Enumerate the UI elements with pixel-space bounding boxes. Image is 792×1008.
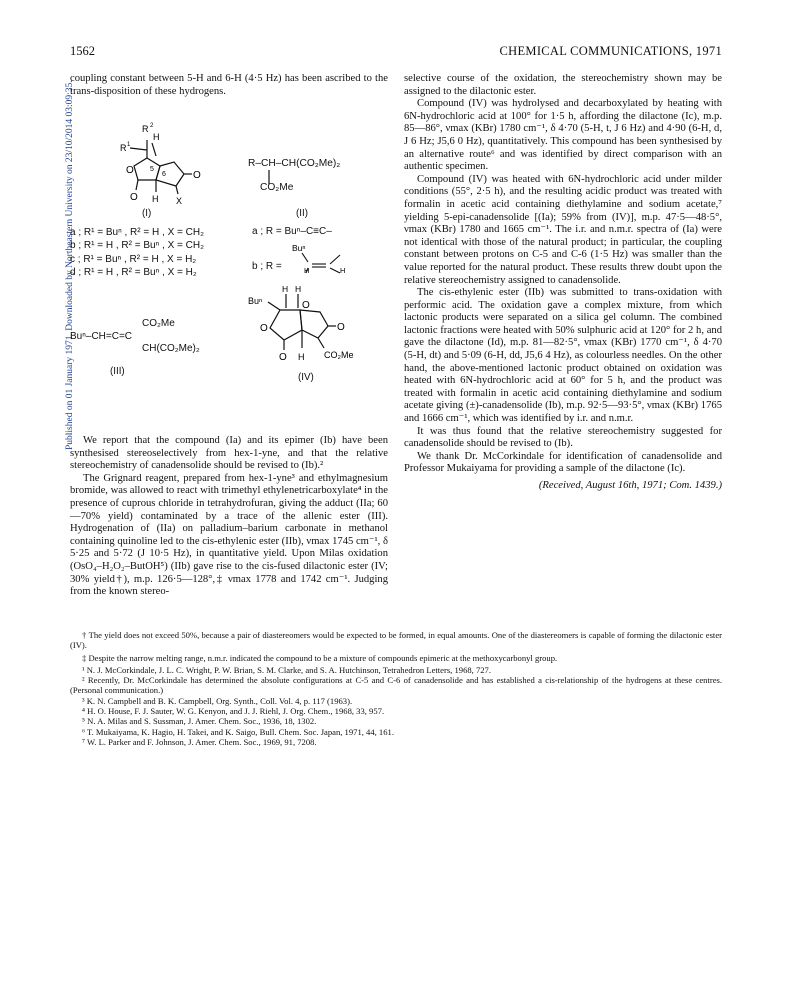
right-paragraph-2: Compound (IV) was hydrolysed and decarboxylated by heating with 6N-hydrochloric acid at 100° for 1·5 h, affording the dilactone (Ic), m.p. 85—86°, νmax (KBr) 1780 cm⁻¹, δ 4·70 (5-H, t, J 6 Hz) and 4·90 (6-H, d, J 6 Hz; J5,6 0 Hz), quantitatively. This compound has been synthesised by an alternative route⁶ and was identified by direct comparison with an authentic specimen.	[404, 98, 722, 173]
svg-text:6: 6	[162, 171, 166, 178]
svg-text:H: H	[340, 266, 346, 274]
left-intro-text: coupling constant between 5-H and 6-H (4·5 Hz) has been ascribed to the trans-disposition of these hydrogens.	[70, 73, 388, 97]
def-Ic: c ; R¹ = Buⁿ , R² = H , X = H₂	[70, 253, 197, 265]
svg-text:O: O	[130, 192, 138, 203]
svg-text:O: O	[193, 170, 201, 181]
structure-I-definitions	[70, 226, 204, 280]
journal-header: CHEMICAL COMMUNICATIONS, 1971	[499, 44, 722, 58]
reference-4: ⁴ H. O. House, F. J. Sauter, W. G. Kenyon, and J. J. Riehl, J. Org. Chem., 1968, 33, 957.	[82, 706, 385, 717]
svg-text:H: H	[282, 284, 289, 294]
svg-text:CO₂Me: CO₂Me	[324, 350, 354, 360]
footnotes	[70, 630, 722, 747]
svg-text:R: R	[142, 124, 149, 134]
svg-text:H: H	[153, 132, 160, 142]
footnote-dagger: † The yield does not exceed 50%, because a pair of diastereomers would be expected to be formed, in equal amounts. One of the diastereomers is capable of forming the dilactonic ester (IV).	[70, 630, 722, 651]
def-Ib: b ; R¹ = H , R² = Buⁿ , X = CH₂	[70, 240, 204, 252]
svg-text:2: 2	[150, 123, 154, 129]
structure-III-malonate: CH(CO₂Me)₂	[142, 343, 200, 354]
download-watermark: Published on 01 January 1971. Downloaded by Northeastern University on 23/10/2014 03:09:35.	[65, 80, 75, 450]
structure-II-ester: CO₂Me	[260, 182, 294, 193]
structures-figure	[70, 118, 388, 408]
reference-list	[70, 665, 722, 747]
structure-I-label: (I)	[142, 208, 152, 219]
structure-IV-label: (IV)	[298, 372, 314, 383]
page-number: 1562	[70, 44, 95, 58]
right-paragraph-6: We thank Dr. McCorkindale for identification of canadensolide and Professor Mukaiyama for providing a sample of the dilactone (Ic).	[404, 450, 722, 475]
svg-text:H: H	[152, 194, 159, 204]
structure-I-drawing	[100, 118, 220, 213]
left-body	[70, 435, 388, 599]
right-body	[404, 73, 722, 493]
right-paragraph-4: The cis-ethylenic ester (IIb) was submitted to trans-oxidation with performic acid. The oxidation gave a complex mixture, from which lactonic products were separated on a silica gel column. The combined lactonic fractions were heated with 50% sulphuric acid at 120° for 2 h, and gave the dilactone (Id), m.p. 81—82·5°, νmax (KBr) 1770 cm⁻¹, δ 4·70 (5-H, dt) and 5·09 (6-H, dd, J5,6 4 Hz), as colourless needles. On the other hand, the above-mentioned lactonic product obtained on oxidation was heated with 6N-hydrochloric acid at 60° for 5 h, and the product was treated with formalin in acetic acid containing diethylamine and sodium acetate giving (±)-canadensolide (Ib), m.p. 92·5—93·5°, νmax (KBr) 1765 and 1666 cm⁻¹, which was identified by i.r. and n.m.r.	[404, 287, 722, 425]
svg-text:H: H	[298, 352, 305, 362]
svg-text:H: H	[304, 266, 310, 274]
svg-text:5: 5	[150, 166, 154, 173]
reference-7: ⁷ W. L. Parker and F. Johnson, J. Amer. Chem. Soc., 1969, 91, 7208.	[82, 736, 317, 747]
def-IIa: a ; R = Buⁿ–C≡C–	[252, 226, 332, 237]
svg-text:O: O	[260, 323, 268, 334]
svg-text:O: O	[126, 165, 134, 176]
right-paragraph-1: selective course of the oxidation, the stereochemistry shown may be assigned to the dilactonic ester.	[404, 73, 722, 97]
svg-text:Buⁿ: Buⁿ	[248, 296, 263, 306]
def-Ia: a ; R¹ = Buⁿ , R² = H , X = CH₂	[70, 227, 204, 238]
reference-5: ⁵ N. A. Milas and S. Sussman, J. Amer. Chem. Soc., 1936, 18, 1302.	[82, 716, 317, 727]
reference-3: ³ K. N. Campbell and B. K. Campbell, Org. Synth., Coll. Vol. 4, p. 117 (1963).	[82, 695, 353, 706]
reference-1: ¹ N. J. McCorkindale, J. L. C. Wright, P. W. Brian, S. M. Clarke, and S. A. Hutchinson, Tetrahedron Letters, 1968, 727.	[82, 664, 492, 675]
structure-III-ester: CO₂Me	[142, 318, 175, 329]
svg-text:H: H	[295, 284, 302, 294]
svg-text:Buⁿ: Buⁿ	[292, 243, 306, 253]
cis-alkene-drawing	[290, 242, 350, 274]
left-paragraph-1: We report that the compound (Ia) and its epimer (Ib) have been synthesised stereoselectively from hex-1-yne, and that the relative stereochemistry of canadensolide should be revised to (Ib).²	[70, 435, 388, 472]
received-line: (Received, August 16th, 1971; Com. 1439.)	[538, 480, 722, 491]
structure-II-label: (II)	[296, 208, 308, 219]
reference-2: ² Recently, Dr. McCorkindale has determined the absolute configurations at C-5 and C-6 of canadensolide and has established a cis-relationship of the hydrogens at these centres. (Personal communication.)	[70, 675, 722, 696]
svg-text:O: O	[337, 322, 345, 333]
left-paragraph-2: The Grignard reagent, prepared from hex-1-yne³ and ethylmagnesium bromide, was allowed to react with trimethyl ethylenetricarboxylate⁴ in the presence of cuprous chloride in tetrahydrofuran, giving the adduct (IIa; 60—70% yield) contaminated by a trace of the allenic ester (III). Hydrogenation of (IIa) on palladium–barium carbonate in methanol containing quinoline led to the cis-ethylenic ester (IIb), νmax 1745 cm⁻¹, δ 5·25 and 5·72 (J 10·5 Hz), in quantitative yield. Upon Milas oxidation (OsO₄–H₂O₂–ButOH⁵) (IIb) gave rise to the cis-fused dilactonic ester (IV; 30% yield†), m.p. 126·5—128°,‡ νmax 1778 and 1742 cm⁻¹. Judging from the known stereo-	[70, 472, 388, 598]
svg-text:O: O	[279, 352, 287, 363]
def-IIb: b ; R =	[252, 261, 282, 272]
structure-III-label: (III)	[110, 366, 125, 377]
right-paragraph-3: Compound (IV) was heated with 6N-hydrochloric acid under milder conditions (55°, 2·5 h), and the resulting acidic product was treated with formalin in acetic acid containing diethylamine and sodium acetate,⁷ yielding 5-epi-canadensolide [(Ia); 59% from (IV)], m.p. 47·5—48·5°, νmax (KBr) 1780 and 1665 cm⁻¹. The i.r. and n.m.r. spectra of (Ia) were not identical with those of the natural product; in particular, the coupling constant between protons on C-5 and C-6 (1·5 Hz) was smaller than the value reported for the natural product. These results threw doubt upon the relative stereochemistry assigned to canadensolide.	[404, 173, 722, 286]
structure-IV-drawing	[240, 280, 380, 370]
svg-text:1: 1	[127, 142, 131, 148]
footnote-double-dagger: ‡ Despite the narrow melting range, n.m.r. indicated the compound to be a mixture of compounds epimeric at the methoxycarbonyl group.	[82, 652, 558, 663]
svg-text:R: R	[120, 143, 127, 153]
structure-III-formula: Buⁿ–CH=C=C	[70, 331, 133, 342]
svg-text:O: O	[302, 300, 310, 311]
def-Id: d ; R¹ = H , R² = Buⁿ , X = H₂	[70, 267, 197, 279]
reference-6: ⁶ T. Mukaiyama, K. Hagio, H. Takei, and K. Saigo, Bull. Chem. Soc. Japan, 1971, 44, 161.	[82, 726, 394, 737]
svg-text:X: X	[176, 196, 183, 206]
structure-II-formula: R–CH–CH(CO₂Me)₂	[248, 158, 341, 169]
right-paragraph-5: It was thus found that the relative stereochemistry suggested for canadensolide should be revised to (Ib).	[404, 425, 722, 450]
